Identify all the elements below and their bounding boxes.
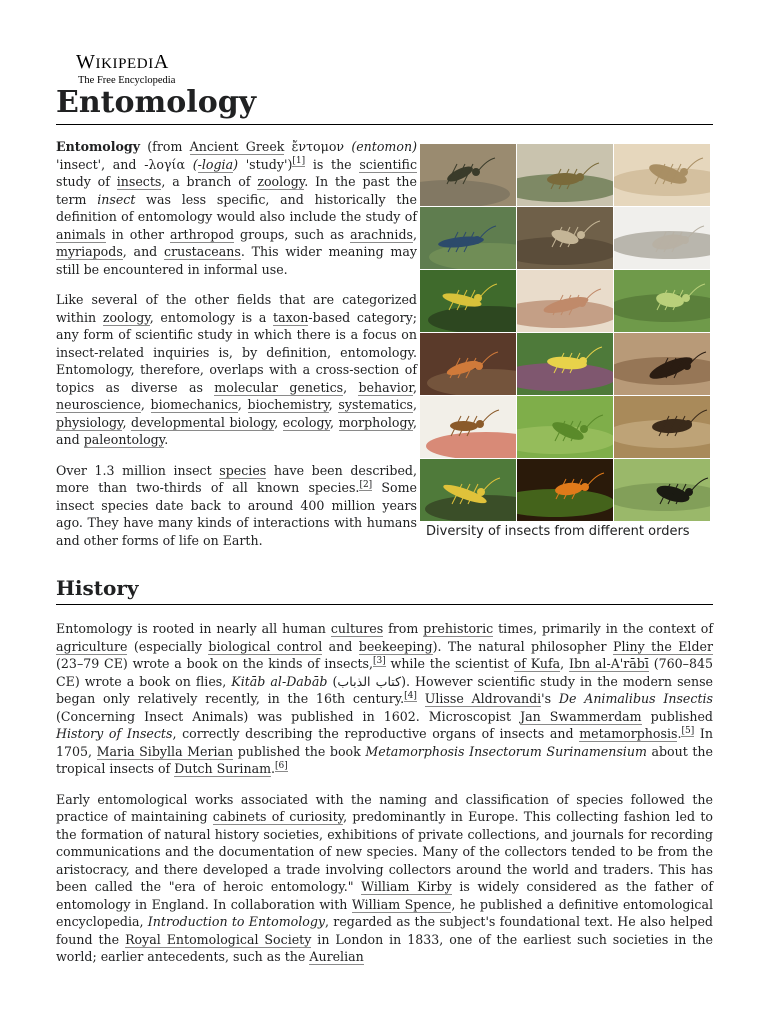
inline-link[interactable]: of Kufa	[513, 656, 561, 671]
inline-link[interactable]: biological control	[208, 638, 323, 654]
insect-photo[interactable]	[614, 270, 710, 332]
insect-photo-image	[517, 459, 613, 521]
insect-photo[interactable]	[614, 207, 710, 269]
inline-link[interactable]: Maria Sibylla Merian	[96, 743, 234, 759]
text-run: ,	[412, 226, 417, 242]
citation-link[interactable]: [6]	[275, 760, 288, 771]
text-run: Like several of the other fields that are categorized within	[56, 292, 417, 325]
text-run: ). The natural philosopher	[432, 638, 613, 654]
insect-photo-image	[420, 396, 516, 458]
insect-photo-image	[614, 144, 710, 206]
insect-photo-image	[420, 207, 516, 269]
text-run: ,	[343, 379, 359, 395]
lead-paragraph	[56, 138, 417, 278]
text-run: Some insect species date back to around 400 million years ago. They have many kinds of interactions with humans and other forms of life on Earth.	[56, 480, 417, 548]
inline-link[interactable]: Dutch Surinam	[174, 761, 272, 776]
text-run: -based category; any form of scientific study in which there is a focus on insect-related inquiries is, by definition, entomology. Entomology, therefore, overlaps with a cross-section of topics as diverse as	[56, 309, 417, 395]
insect-photo-image	[614, 270, 710, 332]
inline-link[interactable]: agriculture	[56, 638, 128, 654]
insect-photo[interactable]	[517, 459, 613, 521]
citation-link[interactable]: [3]	[372, 655, 386, 666]
inline-link[interactable]: -logia	[197, 156, 234, 172]
text-run: .	[677, 726, 682, 741]
inline-link[interactable]: crustaceans	[164, 244, 241, 259]
text-run: Over 1.3 million insect	[56, 462, 220, 478]
logo-wordmark: WIKIPEDIA	[76, 51, 169, 73]
text-run: (23–79 CE) wrote a book on the kinds of insects,	[56, 656, 373, 671]
text-run: while the scientist	[385, 656, 514, 671]
inline-link[interactable]: molecular genetics	[214, 379, 344, 395]
text-run: De Animalibus Insectis	[558, 691, 713, 706]
insect-photo[interactable]	[517, 270, 613, 332]
inline-link[interactable]: myriapods	[56, 244, 123, 259]
text-run: is widely considered as the father of entomology in England. In collaboration with	[56, 879, 714, 912]
citation-link[interactable]: [2]	[359, 479, 373, 490]
inline-link[interactable]: neuroscience	[56, 397, 141, 412]
insect-photo[interactable]	[420, 270, 516, 332]
text-run	[417, 691, 425, 706]
text-run: Introduction to Entomology	[147, 914, 326, 929]
inline-link[interactable]: Ulisse Aldrovandi	[424, 691, 542, 706]
text-run: and	[322, 638, 359, 654]
history-section	[56, 620, 713, 979]
inline-link[interactable]: animals	[56, 226, 106, 242]
gallery-grid	[420, 144, 710, 521]
section-heading-history: History	[56, 574, 713, 605]
text-run: , and	[56, 414, 417, 447]
inline-link[interactable]: scientific	[359, 156, 417, 172]
insect-photo[interactable]	[517, 144, 613, 206]
inline-link[interactable]: metamorphosis	[579, 726, 678, 741]
text-run: )	[233, 156, 238, 172]
inline-link[interactable]: William Spence	[351, 896, 452, 912]
text-run: 'insect', and -λογία	[56, 156, 193, 172]
insect-photo-image	[420, 144, 516, 206]
inline-link[interactable]: morphology	[338, 414, 413, 430]
text-run: 'study')	[238, 156, 293, 172]
text-run: .	[271, 761, 276, 776]
inline-link[interactable]: zoology	[257, 174, 305, 189]
lead-section	[56, 138, 417, 562]
inline-link[interactable]: cultures	[330, 621, 384, 636]
insect-photo[interactable]	[614, 396, 710, 458]
insect-photo[interactable]	[420, 333, 516, 395]
inline-link[interactable]: developmental biology	[131, 414, 275, 430]
inline-link[interactable]: cabinets of curiosity	[212, 809, 344, 824]
text-run: ,	[274, 414, 283, 430]
inline-link[interactable]: prehistoric	[423, 621, 494, 636]
citation-link[interactable]: [4]	[404, 690, 417, 701]
text-run: ,	[412, 379, 417, 395]
text-run: .	[164, 432, 169, 447]
insect-photo-image	[420, 270, 516, 332]
inline-link[interactable]: species	[219, 462, 267, 478]
text-run: times, primarily in the context of	[493, 621, 713, 636]
text-run: (760–845 CE) wrote a book on flies,	[56, 656, 713, 689]
text-run: , regarded as the subject's foundational text. He also helped found the	[56, 914, 713, 947]
inline-link[interactable]: behavior	[358, 379, 413, 395]
insect-photo[interactable]	[517, 396, 613, 458]
inline-link[interactable]: taxon	[273, 309, 309, 325]
inline-link[interactable]: arthropod	[170, 226, 235, 242]
insect-photo-image	[517, 144, 613, 206]
inline-link[interactable]: biomechanics	[150, 397, 238, 412]
inline-link[interactable]: paleontology	[83, 432, 165, 447]
text-run: ,	[140, 397, 151, 412]
citation-link[interactable]: [1]	[292, 156, 306, 167]
lead-paragraph	[56, 462, 417, 550]
insect-photo[interactable]	[614, 144, 710, 206]
logo-tagline: The Free Encyclopedia	[78, 75, 176, 86]
inline-link[interactable]: beekeeping	[358, 638, 433, 654]
insect-gallery	[420, 144, 710, 541]
insect-photo[interactable]	[420, 144, 516, 206]
text-run: published the book	[233, 743, 366, 759]
text-run: ,	[122, 414, 132, 430]
text-run: was less specific, and historically the definition of entomology would also include the study of	[56, 191, 417, 224]
gallery-caption: Diversity of insects from different orders	[426, 524, 690, 539]
inline-link[interactable]: physiology	[56, 414, 123, 430]
insect-photo-image	[420, 459, 516, 521]
insect-photo[interactable]	[420, 459, 516, 521]
insect-photo[interactable]	[614, 459, 710, 521]
text-run: published	[641, 708, 713, 724]
text-run: . This wider meaning may still be encountered in informal use.	[56, 244, 417, 277]
text-run: History of Insects	[56, 726, 173, 741]
inline-link[interactable]: Jan Swammerdam	[520, 708, 642, 724]
inline-link[interactable]: biochemistry	[247, 397, 329, 412]
lead-paragraph	[56, 291, 417, 449]
inline-link[interactable]: zoology	[102, 309, 150, 325]
text-run: (from	[140, 139, 190, 154]
insect-photo[interactable]	[420, 396, 516, 458]
text-run: (entomon)	[351, 139, 417, 154]
insect-photo-image	[614, 459, 710, 521]
insect-photo-image	[614, 333, 710, 395]
text-run: ,	[413, 397, 418, 412]
inline-link[interactable]: insects	[116, 174, 162, 189]
insect-photo-image	[517, 270, 613, 332]
text-run: Entomology is rooted in nearly all human	[56, 621, 331, 636]
insect-photo-image	[517, 396, 613, 458]
insect-photo[interactable]	[420, 207, 516, 269]
logo-wordmark-text: IKIPEDI	[95, 56, 154, 72]
history-paragraph	[56, 791, 713, 966]
text-run: In 1705,	[56, 726, 713, 759]
inline-link[interactable]: Aurelian	[309, 949, 364, 964]
text-run: ,	[560, 656, 569, 671]
text-run: (كتاب الذباب). However scientific study in the modern sense began only relatively recently, in the 16th century.	[56, 673, 714, 706]
insect-photo[interactable]	[517, 333, 613, 395]
text-run: , predominantly in Europe. This collecting fashion led to the formation of natural history societies, exhibitions of private collections, and journals for recording communications and the documentation of new species. Many of the collectors tended to be from the aristocracy, and there developed a trade involving collectors around the world and traders. This has been called the "era of heroic entomology."	[56, 809, 713, 894]
insect-photo[interactable]	[517, 207, 613, 269]
text-run: about the tropical insects of	[56, 743, 713, 776]
text-run: (	[192, 156, 198, 172]
insect-photo-image	[614, 396, 710, 458]
text-run: in other	[105, 226, 171, 242]
page-title: Entomology	[56, 82, 713, 125]
text-run: in London in 1833, one of the earliest such societies in the world; earlier antecedents, such as the	[56, 931, 713, 964]
text-run: Early entomological works associated with the naming and classification of species followed the practice of maintaining	[56, 791, 713, 824]
text-run: study of	[56, 174, 117, 189]
text-run: , correctly describing the reproductive organs of insects and	[172, 726, 580, 741]
text-run: have been described, more than two-thirds of all known species.	[56, 462, 418, 495]
text-run: from	[383, 621, 424, 636]
text-run: Kitāb al-Dabāb	[231, 673, 328, 689]
text-run: Entomology	[56, 139, 141, 154]
insect-photo-image	[614, 207, 710, 269]
text-run: (especially	[127, 638, 209, 654]
text-run: ,	[237, 397, 248, 412]
text-run: , a branch of	[161, 174, 258, 189]
inline-link[interactable]: Pliny the Elder	[613, 638, 713, 654]
text-run: . In the past the term	[56, 174, 417, 207]
text-run: , he published a definitive entomological encyclopedia,	[56, 896, 713, 929]
inline-link[interactable]: ecology	[282, 414, 330, 430]
inline-link[interactable]: William Kirby	[361, 879, 452, 894]
text-run: , entomology is a	[149, 309, 274, 325]
text-run: (Concerning Insect Animals) was published in 1602. Microscopist	[56, 708, 521, 724]
text-run: Metamorphosis Insectorum Surinamensium	[365, 743, 647, 759]
text-run: , and	[122, 244, 165, 259]
text-run: ἔντομον	[284, 139, 352, 154]
insect-photo[interactable]	[614, 333, 710, 395]
text-run: insect	[97, 191, 136, 207]
inline-link[interactable]: systematics	[338, 397, 413, 412]
inline-link[interactable]: Ancient Greek	[189, 139, 285, 154]
inline-link[interactable]: Royal Entomological Society	[125, 931, 312, 947]
inline-link[interactable]: Ibn al-A'rābī	[568, 656, 649, 671]
text-run: ,	[330, 414, 339, 430]
text-run: is the	[305, 156, 360, 172]
history-paragraph	[56, 620, 713, 778]
citation-link[interactable]: [5]	[681, 725, 695, 736]
text-run: 's	[541, 691, 559, 706]
text-run: ,	[328, 397, 339, 412]
insect-photo-image	[420, 333, 516, 395]
insect-photo-image	[517, 333, 613, 395]
inline-link[interactable]: arachnids	[350, 226, 413, 242]
insect-photo-image	[517, 207, 613, 269]
text-run: groups, such as	[234, 226, 351, 242]
